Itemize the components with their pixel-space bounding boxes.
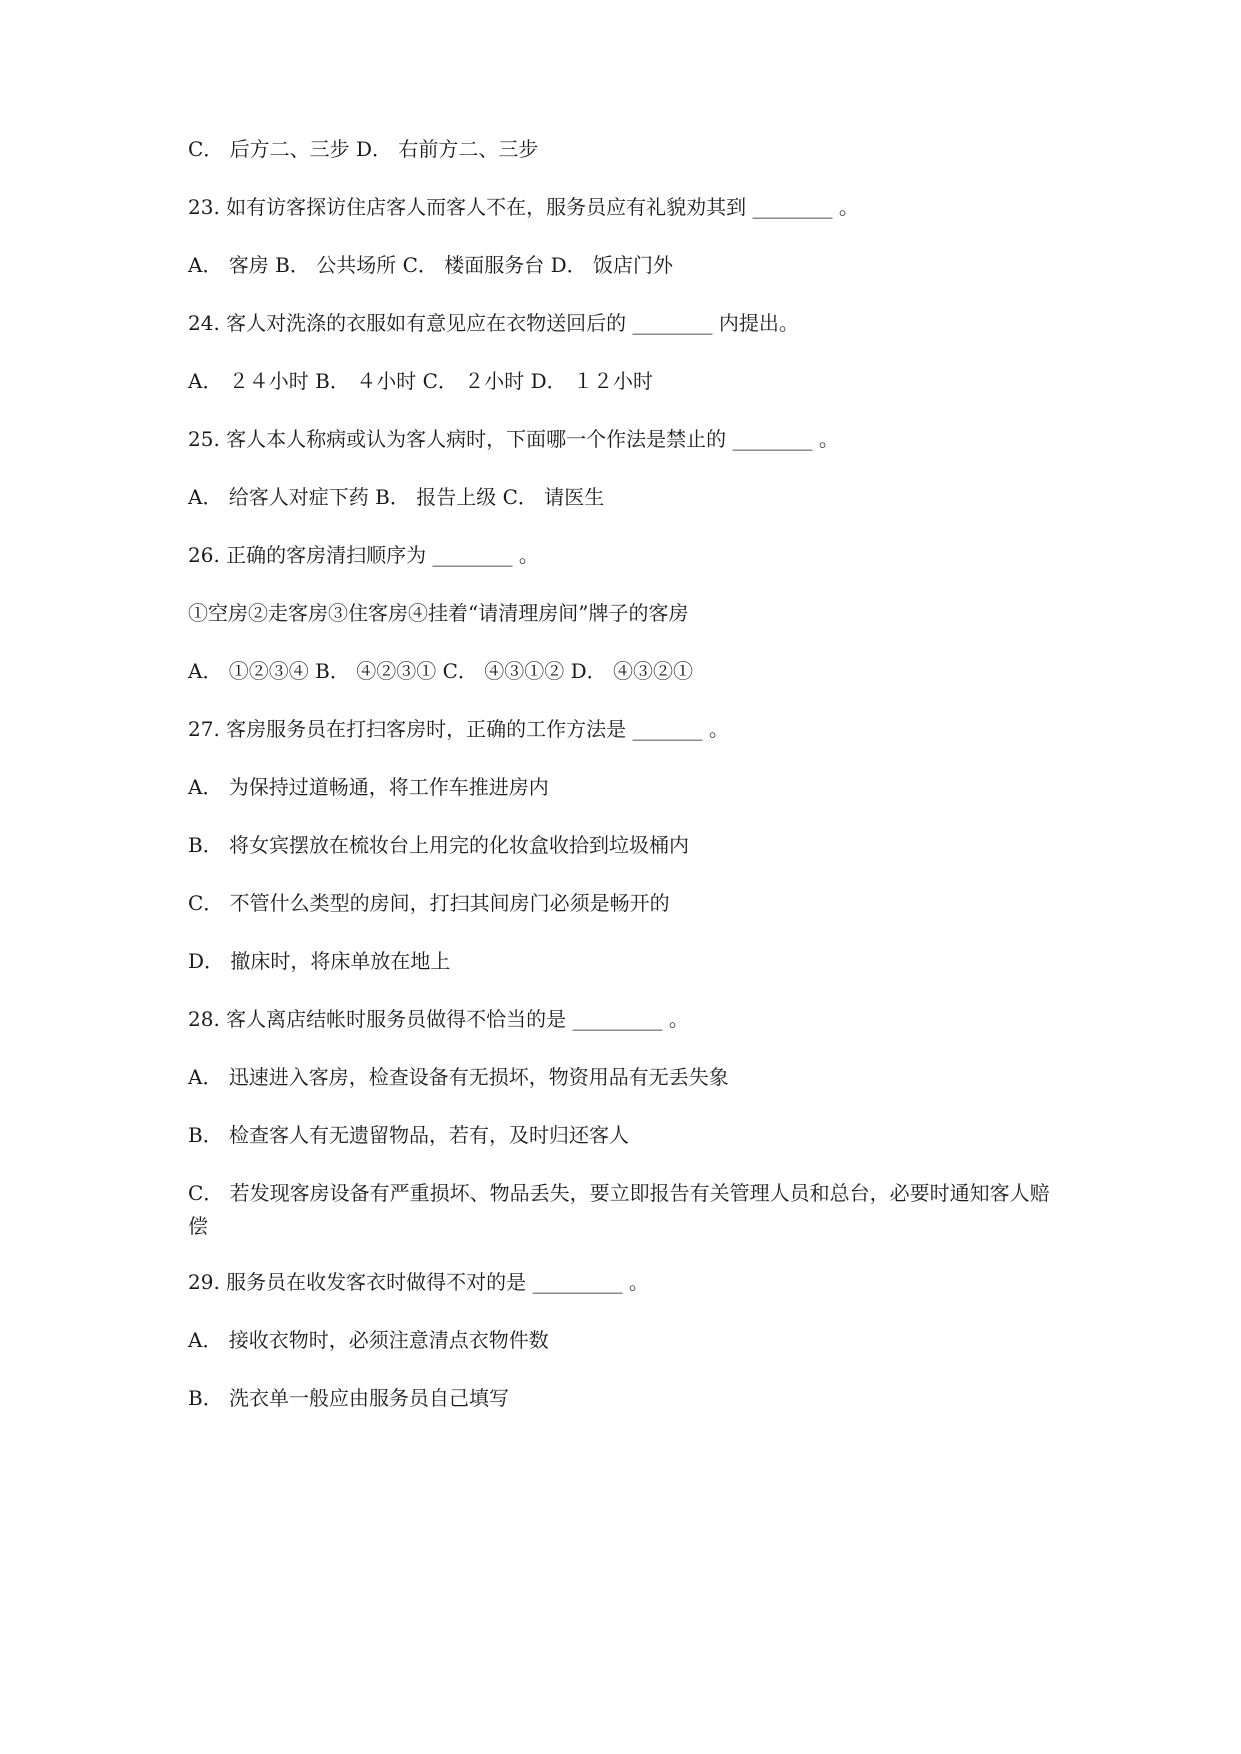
question-29: 29. 服务员在收发客衣时做得不对的是 _________ 。	[188, 1270, 649, 1294]
question-28-option-c: C． 若发现客房设备有严重损坏、物品丢失，要立即报告有关管理人员和总台，必要时通知客人赔偿	[188, 1181, 1050, 1238]
question-23-options: A． 客房 B． 公共场所 C． 楼面服务台 D． 饭店门外	[188, 253, 673, 277]
question-28-option-a: A． 迅速进入客房，检查设备有无损坏，物资用品有无丢失象	[188, 1065, 729, 1089]
question-29-option-b: B． 洗衣单一般应由服务员自己填写	[188, 1386, 510, 1410]
question-27-option-d: D． 撤床时，将床单放在地上	[188, 949, 451, 973]
question-27-option-a: A． 为保持过道畅通，将工作车推进房内	[188, 775, 549, 799]
question-27: 27. 客房服务员在打扫客房时，正确的工作方法是 _______ 。	[188, 717, 729, 741]
question-23: 23. 如有访客探访住店客人而客人不在，服务员应有礼貌劝其到 ________ 。	[188, 195, 859, 219]
question-25: 25. 客人本人称病或认为客人病时，下面哪一个作法是禁止的 ________ 。	[188, 427, 839, 451]
question-26-items: ①空房②走客房③住客房④挂着“请清理房间”牌子的客房	[188, 601, 689, 625]
question-28-option-b: B． 检查客人有无遗留物品，若有，及时归还客人	[188, 1123, 630, 1147]
question-26-options: A． ①②③④ B． ④②③① C． ④③①② D． ④③②①	[188, 659, 693, 683]
question-26: 26. 正确的客房清扫顺序为 ________ 。	[188, 543, 539, 567]
question-27-option-b: B． 将女宾摆放在梳妆台上用完的化妆盒收拾到垃圾桶内	[188, 833, 690, 857]
question-27-option-c: C． 不管什么类型的房间，打扫其间房门必须是畅开的	[188, 891, 670, 915]
question-25-options: A． 给客人对症下药 B． 报告上级 C． 请医生	[188, 485, 605, 509]
option-line: C． 后方二、三步 D． 右前方二、三步	[188, 137, 539, 161]
question-29-option-a: A． 接收衣物时，必须注意清点衣物件数	[188, 1328, 549, 1352]
question-24: 24. 客人对洗涤的衣服如有意见应在衣物送回后的 ________ 内提出。	[188, 311, 799, 335]
question-24-options: A． ２４小时 B． ４小时 C． ２小时 D． １２小时	[188, 369, 653, 393]
question-28: 28. 客人离店结帐时服务员做得不恰当的是 _________ 。	[188, 1007, 689, 1031]
